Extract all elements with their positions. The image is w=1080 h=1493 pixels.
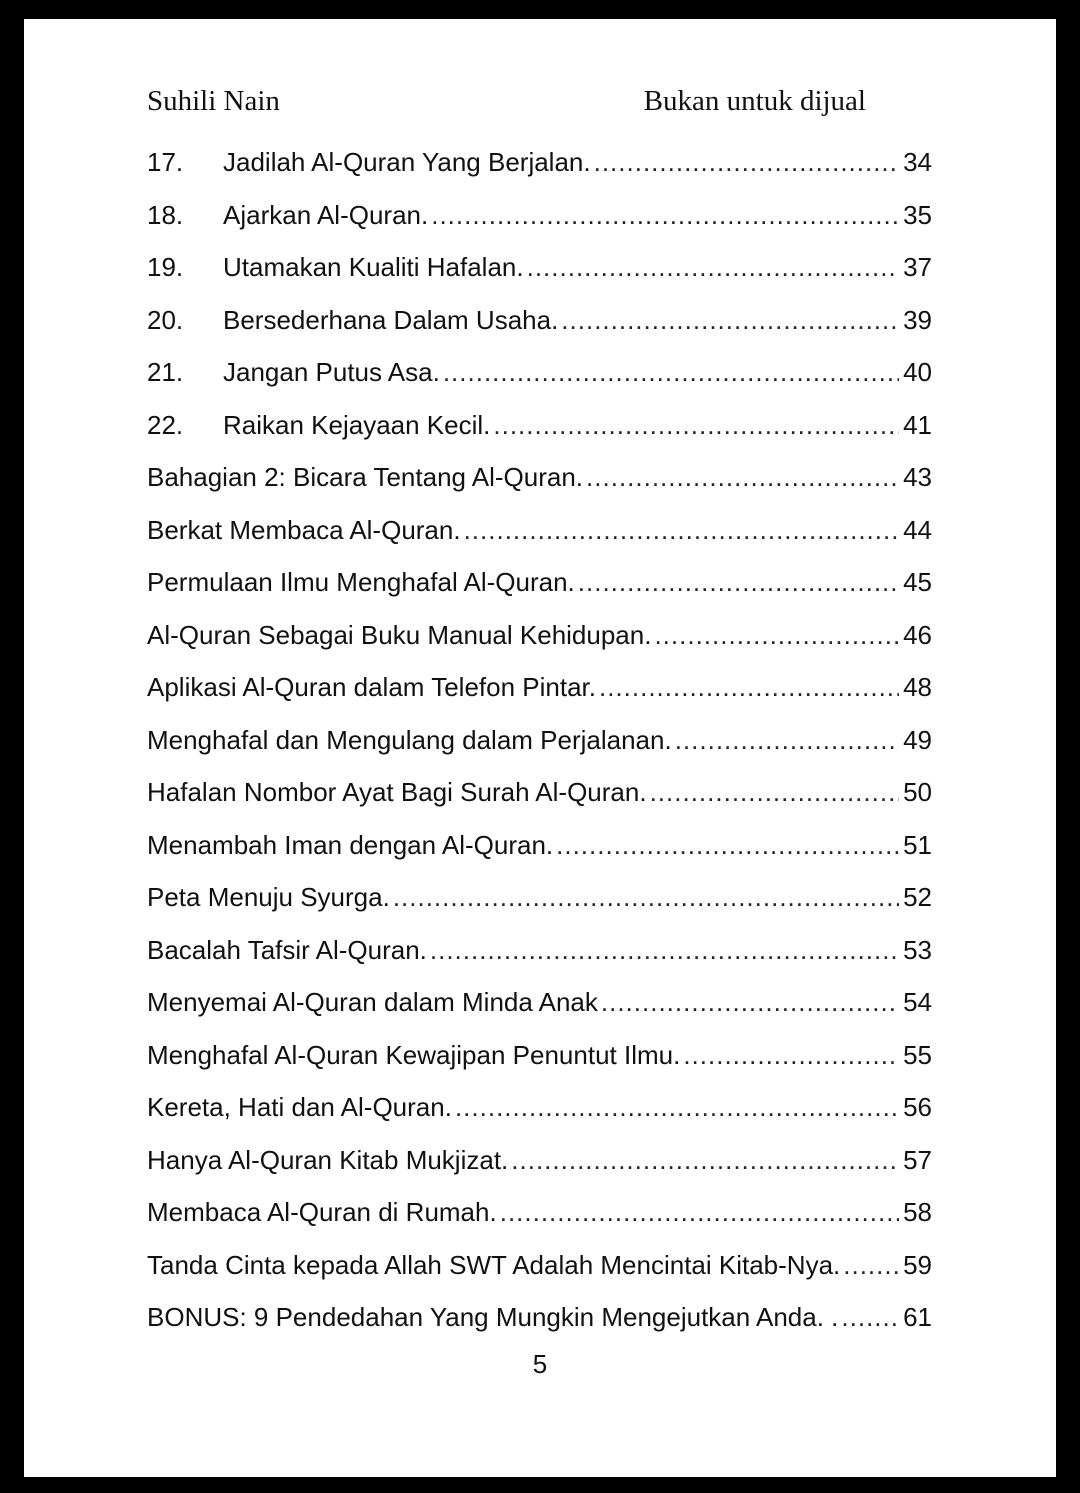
toc-entry-title: Bacalah Tafsir Al-Quran.	[147, 934, 427, 965]
toc-entry-title: Raikan Kejayaan Kecil.	[223, 409, 491, 440]
toc-dot-leader	[443, 350, 899, 394]
toc-entry	[147, 875, 932, 928]
toc-entry-page: 50	[903, 777, 932, 807]
toc-entry	[147, 508, 932, 561]
toc-entry-page: 51	[903, 829, 932, 860]
toc-entry-page: 54	[903, 987, 932, 1017]
toc-entry-page: 57	[903, 1144, 932, 1175]
toc-entry-title: Bahagian 2: Bicara Tentang Al-Quran.	[147, 462, 584, 492]
toc-entry	[147, 1033, 932, 1086]
toc-entry-page: 61	[903, 1302, 932, 1332]
toc-entry-page: 59	[903, 1249, 932, 1280]
toc-entry-title: Hanya Al-Quran Kitab Mukjizat.	[147, 1144, 509, 1175]
page-header	[147, 81, 866, 121]
toc-entry-page: 40	[903, 357, 932, 387]
toc-entry-page: 45	[903, 567, 932, 597]
toc-entry-number: 21.	[147, 357, 184, 387]
toc-entry-page: 55	[903, 1039, 932, 1070]
toc-entry-title: Ajarkan Al-Quran.	[223, 199, 429, 230]
toc-entry-page: 35	[903, 199, 932, 230]
toc-entry-page: 37	[903, 252, 932, 282]
toc-entry-title: Jangan Putus Asa.	[223, 357, 440, 387]
toc-dot-leader	[599, 665, 899, 709]
toc-entry-number: 19.	[147, 252, 184, 282]
toc-dot-leader	[561, 298, 899, 342]
toc-dot-leader	[650, 770, 900, 814]
toc-entry-page: 52	[903, 882, 932, 912]
toc-entry-number: 17.	[147, 147, 184, 177]
toc-entry-title: BONUS: 9 Pendedahan Yang Mungkin Mengejutkan Anda. .	[147, 1302, 839, 1332]
toc-entry-number: 20.	[147, 304, 184, 335]
toc-entry-title: Jadilah Al-Quran Yang Berjalan.	[223, 147, 591, 177]
toc-dot-leader	[586, 455, 899, 499]
toc-entry	[147, 403, 932, 456]
toc-entry	[147, 823, 932, 876]
toc-entry-title: Berkat Membaca Al-Quran.	[147, 514, 461, 545]
toc-entry-title: Utamakan Kualiti Hafalan.	[223, 252, 524, 282]
toc-entry-page: 46	[903, 619, 932, 650]
toc-entry-page: 56	[903, 1092, 932, 1122]
toc-dot-leader	[601, 980, 899, 1024]
toc-entry	[147, 1190, 932, 1243]
toc-entry-title: Al-Quran Sebagai Buku Manual Kehidupan.	[147, 619, 652, 650]
toc-dot-leader	[527, 245, 899, 289]
toc-dot-leader	[675, 718, 899, 762]
toc-entry-title: Hafalan Nombor Ayat Bagi Surah Al-Quran.	[147, 777, 647, 807]
toc-entry-page: 58	[903, 1197, 932, 1227]
toc-entry	[147, 613, 932, 666]
toc-dot-leader	[464, 508, 900, 552]
toc-dot-leader	[843, 1243, 899, 1287]
toc-dot-leader	[841, 1295, 899, 1339]
toc-entry	[147, 1085, 932, 1138]
header-notice: Bukan untuk dijual	[643, 85, 866, 117]
toc-dot-leader	[683, 1033, 899, 1077]
toc-dot-leader	[393, 875, 899, 919]
toc-entry-title: Menghafal dan Mengulang dalam Perjalanan.	[147, 724, 672, 755]
toc-entry	[147, 455, 932, 508]
toc-entry	[147, 928, 932, 981]
toc-dot-leader	[556, 823, 899, 867]
toc-dot-leader	[455, 1085, 899, 1129]
toc-dot-leader	[431, 193, 899, 237]
toc-entry-page: 48	[903, 672, 932, 702]
toc-entry-page: 34	[903, 147, 932, 177]
table-of-contents	[147, 140, 932, 1348]
toc-entry-title: Bersederhana Dalam Usaha.	[223, 304, 559, 335]
toc-entry-page: 39	[903, 304, 932, 335]
toc-entry	[147, 350, 932, 403]
toc-dot-leader	[430, 928, 899, 972]
toc-entry-page: 44	[903, 514, 932, 545]
toc-entry-page: 43	[903, 462, 932, 492]
toc-entry	[147, 1243, 932, 1296]
toc-dot-leader	[511, 1138, 899, 1182]
toc-entry-title: Menghafal Al-Quran Kewajipan Penuntut Ilmu.	[147, 1039, 681, 1070]
toc-entry	[147, 665, 932, 718]
header-author: Suhili Nain	[147, 85, 280, 117]
toc-entry	[147, 718, 932, 771]
toc-entry	[147, 1295, 932, 1348]
toc-entry	[147, 140, 932, 193]
toc-entry-title: Kereta, Hati dan Al-Quran.	[147, 1092, 452, 1122]
toc-entry	[147, 770, 932, 823]
toc-entry-title: Aplikasi Al-Quran dalam Telefon Pintar.	[147, 672, 596, 702]
toc-entry	[147, 193, 932, 246]
toc-entry	[147, 298, 932, 351]
toc-entry-number: 18.	[147, 199, 184, 230]
toc-dot-leader	[493, 403, 899, 447]
toc-entry-title: Peta Menuju Syurga.	[147, 882, 390, 912]
toc-dot-leader	[500, 1190, 899, 1234]
toc-entry-page: 41	[903, 409, 932, 440]
toc-entry	[147, 560, 932, 613]
toc-dot-leader	[654, 613, 899, 657]
toc-dot-leader	[594, 140, 899, 184]
page-number: 5	[532, 1349, 548, 1379]
toc-entry-title: Menyemai Al-Quran dalam Minda Anak	[147, 987, 598, 1017]
toc-dot-leader	[578, 560, 899, 604]
toc-entry	[147, 245, 932, 298]
toc-entry-title: Membaca Al-Quran di Rumah.	[147, 1197, 497, 1227]
toc-entry	[147, 980, 932, 1033]
toc-entry-page: 49	[903, 724, 932, 755]
toc-entry-title: Menambah Iman dengan Al-Quran.	[147, 829, 554, 860]
toc-entry-number: 22.	[147, 409, 184, 440]
document-page	[24, 19, 1056, 1477]
toc-entry-page: 53	[903, 934, 932, 965]
toc-entry-title: Tanda Cinta kepada Allah SWT Adalah Mencintai Kitab-Nya.	[147, 1249, 841, 1280]
toc-entry	[147, 1138, 932, 1191]
toc-entry-title: Permulaan Ilmu Menghafal Al-Quran.	[147, 567, 575, 597]
